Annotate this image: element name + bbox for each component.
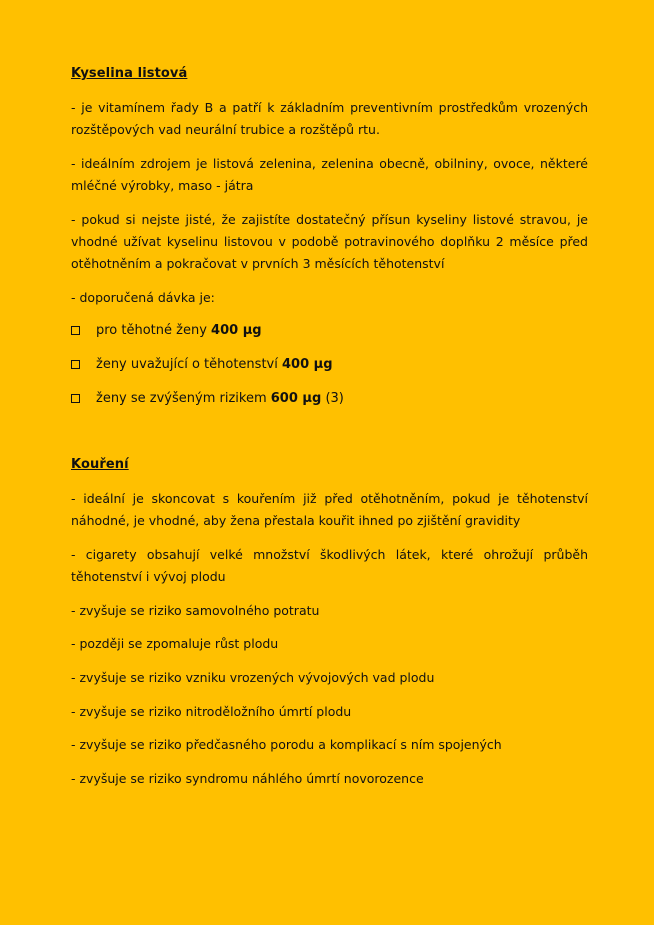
smoking-paragraph: - později se zpomaluje růst plodu — [71, 636, 279, 651]
checkbox-bullet-icon — [71, 360, 80, 369]
checkbox-bullet-icon — [71, 326, 80, 335]
smoking-paragraph: - cigarety obsahují velké množství škodlivých látek, které ohrožují průběh těhotenství i vývoj plodu — [71, 547, 588, 584]
dose-list-item — [71, 388, 344, 408]
smoking-paragraph: - zvyšuje se riziko vzniku vrozených vývojových vad plodu — [71, 670, 435, 685]
dose-list-item — [71, 320, 262, 340]
dose-label: ženy se zvýšeným rizikem — [96, 390, 267, 406]
dose-amount: 400 μg — [282, 356, 333, 372]
folic-acid-heading: Kyselina listová — [71, 66, 188, 81]
dose-amount: 600 μg — [270, 390, 322, 406]
folic-acid-paragraph: - doporučená dávka je: — [71, 290, 215, 305]
smoking-paragraph: - zvyšuje se riziko předčasného porodu a komplikací s ním spojených — [71, 737, 502, 752]
dose-amount: 400 μg — [211, 322, 262, 338]
checkbox-bullet-icon — [71, 394, 80, 403]
smoking-paragraph: - zvyšuje se riziko syndromu náhlého úmrtí novorozence — [71, 771, 424, 786]
folic-acid-paragraph: - pokud si nejste jisté, že zajistíte dostatečný přísun kyseliny listové stravou, je vhodné užívat kyselinu listovou v podobě potravinového doplňku 2 měsíce před otěhotněním a pokračovat v prvních 3 měsících těhotenství — [71, 212, 588, 271]
smoking-paragraph: - zvyšuje se riziko samovolného potratu — [71, 603, 320, 618]
reference-note: (3) — [325, 390, 344, 406]
smoking-paragraph: - ideální je skoncovat s kouřením již před otěhotněním, pokud je těhotenství náhodné, je vhodné, aby žena přestala kouřit ihned po zjištění gravidity — [71, 491, 588, 528]
folic-acid-paragraph: - ideálním zdrojem je listová zelenina, zelenina obecně, obilniny, ovoce, některé mléčné výrobky, maso - játra — [71, 156, 588, 193]
smoking-heading: Kouření — [71, 457, 129, 472]
dose-label: ženy uvažující o těhotenství — [96, 356, 278, 372]
folic-acid-paragraph: - je vitamínem řady B a patří k základním preventivním prostředkům vrozených rozštěpových vad neurální trubice a rozštěpů rtu. — [71, 100, 588, 137]
dose-list-item — [71, 354, 333, 374]
dose-label: pro těhotné ženy — [96, 322, 207, 338]
smoking-paragraph: - zvyšuje se riziko nitroděložního úmrtí plodu — [71, 704, 352, 719]
